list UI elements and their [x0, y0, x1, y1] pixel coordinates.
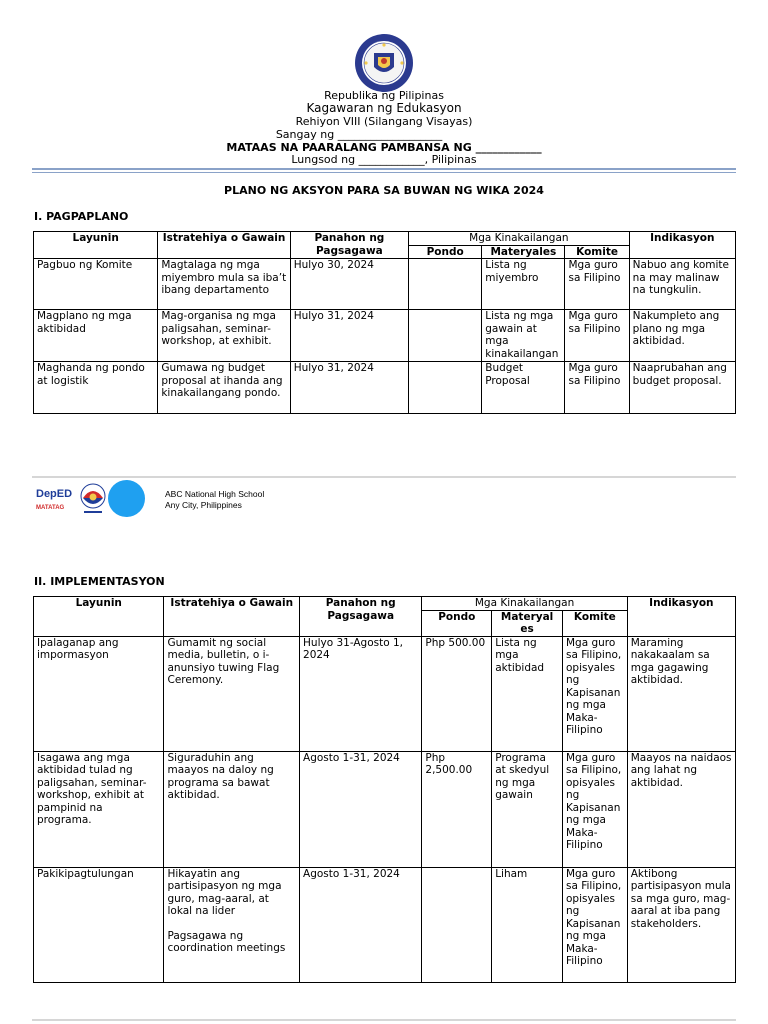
cell-materyales: Lista ng miyembro — [482, 259, 565, 310]
cell-indikasyon: Nakumpleto ang plano ng mga aktibidad. — [629, 310, 735, 362]
planning-table — [33, 231, 736, 414]
cell-istratehiya: Magtalaga ng mga miyembro mula sa iba’t ibang departamento — [158, 259, 290, 310]
cell-komite: Mga guro sa Filipino, opisyales ng Kapisanan ng mga Maka-Filipino — [562, 867, 627, 982]
cell-panahon: Hulyo 31, 2024 — [290, 310, 408, 362]
cell-indikasyon: Maayos na naidaos ang lahat ng aktibidad. — [627, 751, 735, 867]
department-line: Kagawaran ng Edukasyon — [306, 101, 462, 115]
cell-istratehiya: Gumawa ng budget proposal at ihanda ang kinakailangang pondo. — [158, 362, 290, 414]
republic-line: Republika ng Pilipinas — [324, 89, 444, 102]
table-row — [34, 867, 736, 982]
cell-indikasyon: Naaprubahan ang budget proposal. — [629, 362, 735, 414]
col-layunin: Layunin — [34, 232, 158, 259]
cell-layunin: Isagawa ang mga aktibidad tulad ng paligsahan, seminar-workshop, exhibit at pampinid na programa. — [34, 751, 164, 867]
cell-layunin: Pakikipagtulungan — [34, 867, 164, 982]
deped-matatag-logo — [34, 484, 74, 514]
col-panahon: Panahon ng Pagsagawa — [290, 232, 408, 259]
istratehiya-text-2: Pagsagawa ng coordination meetings — [167, 929, 286, 954]
col-kinakailangan: Mga Kinakailangan — [422, 597, 627, 611]
header-rule-thick — [32, 168, 736, 170]
cell-materyales: Programa at skedyul ng mga gawain — [492, 751, 563, 867]
cell-pondo — [409, 310, 482, 362]
col-materyales: Materyal es — [492, 610, 563, 636]
header-rule-thin — [32, 172, 736, 173]
cell-panahon: Hulyo 31, 2024 — [290, 362, 408, 414]
table-row — [34, 259, 736, 310]
division-line: Sangay ng ___________________ — [275, 128, 443, 141]
cell-materyales: Liham — [492, 867, 563, 982]
document-title: PLANO NG AKSYON PARA SA BUWAN NG WIKA 2024 — [224, 184, 544, 197]
section-1-heading: I. PAGPAPLANO — [34, 210, 129, 223]
footer-divider — [32, 476, 736, 478]
bagong-pilipinas-logo — [78, 482, 108, 516]
cell-pondo: Php 500.00 — [422, 636, 492, 751]
cell-layunin: Ipalaganap ang impormasyon — [34, 636, 164, 751]
footer-school-address: Any City, Philippines — [165, 500, 242, 510]
cell-layunin: Maghanda ng pondo at logistik — [34, 362, 158, 414]
col-istratehiya: Istratehiya o Gawain — [158, 232, 290, 259]
cell-komite: Mga guro sa Filipino, opisyales ng Kapisanan ng mga Maka-Filipino — [562, 751, 627, 867]
cell-istratehiya: Mag-organisa ng mga paligsahan, seminar-workshop, at exhibit. — [158, 310, 290, 362]
cell-materyales: Lista ng mga aktibidad — [492, 636, 563, 751]
svg-text:MATATAG: MATATAG — [36, 505, 65, 511]
col-panahon: Panahon ng Pagsagawa — [300, 597, 422, 637]
col-pondo: Pondo — [409, 245, 482, 259]
cell-panahon: Agosto 1-31, 2024 — [300, 867, 422, 982]
cell-komite: Mga guro sa Filipino — [565, 259, 629, 310]
col-layunin: Layunin — [34, 597, 164, 637]
cell-komite: Mga guro sa Filipino — [565, 362, 629, 414]
cell-pondo — [409, 259, 482, 310]
cell-pondo: Php 2,500.00 — [422, 751, 492, 867]
school-logo-placeholder — [108, 480, 145, 517]
cell-indikasyon: Aktibong partisipasyon mula sa mga guro, mag-aaral at iba pang stakeholders. — [627, 867, 735, 982]
cell-indikasyon: Maraming nakakaalam sa mga gagawing aktibidad. — [627, 636, 735, 751]
table-row — [34, 362, 736, 414]
cell-materyales: Budget Proposal — [482, 362, 565, 414]
table-row — [34, 310, 736, 362]
cell-istratehiya: Gumamit ng social media, bulletin, o i-anunsiyo tuwing Flag Ceremony. — [164, 636, 300, 751]
cell-indikasyon: Nabuo ang komite na may malinaw na tungkulin. — [629, 259, 735, 310]
col-materyales: Materyales — [482, 245, 565, 259]
bottom-divider — [32, 1019, 736, 1021]
col-kinakailangan: Mga Kinakailangan — [409, 232, 630, 246]
cell-komite: Mga guro sa Filipino, opisyales ng Kapisanan ng mga Maka-Filipino — [562, 636, 627, 751]
col-indikasyon: Indikasyon — [627, 597, 735, 637]
cell-istratehiya: Siguraduhin ang maayos na daloy ng programa sa bawat aktibidad. — [164, 751, 300, 867]
col-komite: Komite — [565, 245, 629, 259]
table-row — [34, 751, 736, 867]
istratehiya-text: Hikayatin ang partisipasyon ng mga guro, mag-aaral, at lokal na lider — [167, 867, 282, 917]
svg-text:DepED: DepED — [36, 488, 73, 500]
cell-layunin: Magplano ng mga aktibidad — [34, 310, 158, 362]
school-line: MATAAS NA PAARALANG PAMBANSA NG ____________ — [226, 141, 542, 154]
col-istratehiya: Istratehiya o Gawain — [164, 597, 300, 637]
section-2-heading: II. IMPLEMENTASYON — [34, 575, 165, 588]
footer-school-info — [165, 489, 264, 511]
implementation-table — [33, 596, 736, 983]
cell-komite: Mga guro sa Filipino — [565, 310, 629, 362]
cell-panahon: Agosto 1-31, 2024 — [300, 751, 422, 867]
city-line: Lungsod ng ____________, Pilipinas — [291, 153, 477, 166]
cell-istratehiya — [164, 867, 300, 982]
table-row — [34, 636, 736, 751]
cell-materyales: Lista ng mga gawain at mga kinakailangan — [482, 310, 565, 362]
footer-school-name: ABC National High School — [165, 489, 265, 499]
col-pondo: Pondo — [422, 610, 492, 636]
cell-pondo — [409, 362, 482, 414]
region-line: Rehiyon VIII (Silangang Visayas) — [295, 115, 473, 128]
col-indikasyon: Indikasyon — [629, 232, 735, 259]
cell-panahon: Hulyo 31-Agosto 1, 2024 — [300, 636, 422, 751]
col-komite: Komite — [562, 610, 627, 636]
cell-panahon: Hulyo 30, 2024 — [290, 259, 408, 310]
cell-layunin: Pagbuo ng Komite — [34, 259, 158, 310]
deped-seal-logo — [354, 33, 414, 93]
cell-pondo — [422, 867, 492, 982]
